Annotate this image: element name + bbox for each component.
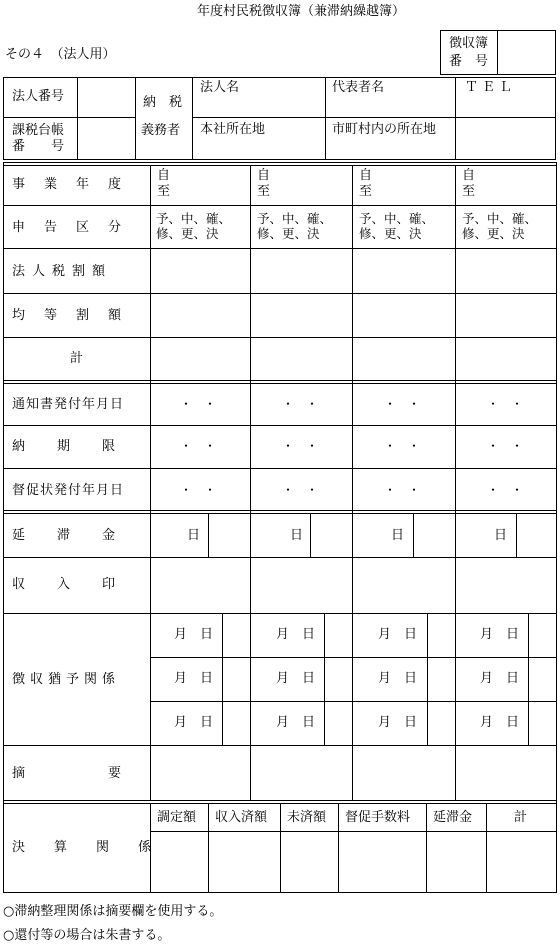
settlement-col-unpaid: 未済額 bbox=[287, 810, 327, 825]
settlement-col-received: 収入済額 bbox=[215, 810, 268, 825]
deadline-cell[interactable]: ・ ・ bbox=[384, 439, 421, 453]
fiscal-year-cell[interactable]: 自 至 bbox=[157, 168, 171, 199]
reminder-date-cell[interactable]: ・ ・ bbox=[384, 483, 421, 497]
receipt-stamp-label: 収 入 印 bbox=[12, 577, 118, 592]
settlement-label: 決 算 関 係 bbox=[12, 840, 160, 855]
form-title: 年度村民税徴収簿（兼滞納繰越簿） bbox=[197, 4, 406, 19]
notice-date-cell[interactable]: ・ ・ bbox=[180, 397, 217, 411]
ledger-number-field[interactable] bbox=[498, 31, 555, 74]
grace-date: 月 日 bbox=[378, 671, 418, 686]
deadline-label: 納 期 限 bbox=[12, 439, 118, 454]
corp-number-label: 法人番号 bbox=[12, 89, 65, 104]
corp-tax-levy-label: 法人税割額 bbox=[12, 264, 113, 279]
grace-date: 月 日 bbox=[174, 715, 214, 730]
grace-date: 月 日 bbox=[480, 715, 520, 730]
head-office-label: 本社所在地 bbox=[200, 122, 266, 137]
form-subtitle: その４ （法人用） bbox=[5, 47, 116, 62]
deadline-cell[interactable]: ・ ・ bbox=[180, 439, 217, 453]
ledger-id-label-1: 課税台帳 bbox=[12, 123, 65, 138]
late-fee-label: 延 滞 金 bbox=[12, 528, 118, 543]
deadline-cell[interactable]: ・ ・ bbox=[487, 439, 524, 453]
fiscal-year-label: 事 業 年 度 bbox=[12, 177, 125, 192]
fiscal-year-cell[interactable]: 自 至 bbox=[257, 168, 271, 199]
settlement-col-reminder-fee: 督促手数料 bbox=[345, 810, 411, 825]
ledger-number-label-1: 徴収簿 bbox=[449, 36, 489, 51]
equal-levy-label: 均 等 割 額 bbox=[12, 308, 125, 323]
footnote: ○滞納整理関係は摘要欄を使用する。 bbox=[3, 904, 223, 919]
local-office-label: 市町村内の所在地 bbox=[332, 122, 437, 137]
footnote: ○還付等の場合は朱書する。 bbox=[3, 928, 171, 943]
notice-date-cell[interactable]: ・ ・ bbox=[487, 397, 524, 411]
reminder-date-cell[interactable]: ・ ・ bbox=[180, 483, 217, 497]
grace-date: 月 日 bbox=[378, 627, 418, 642]
notice-date-label: 通知書発付年月日 bbox=[12, 397, 125, 412]
notice-date-cell[interactable]: ・ ・ bbox=[384, 397, 421, 411]
filing-type-label: 申 告 区 分 bbox=[12, 220, 125, 235]
grace-label: 徴収猶予関係 bbox=[12, 672, 121, 687]
grace-date: 月 日 bbox=[276, 627, 316, 642]
filing-type-cell[interactable]: 予、中、確、 修、更、決 bbox=[359, 211, 435, 241]
deadline-cell[interactable]: ・ ・ bbox=[282, 439, 319, 453]
grace-date: 月 日 bbox=[276, 671, 316, 686]
reminder-date-cell[interactable]: ・ ・ bbox=[487, 483, 524, 497]
fiscal-year-cell[interactable]: 自 至 bbox=[462, 168, 476, 199]
ledger-id-label-2: 番 号 bbox=[12, 139, 65, 154]
remarks-label: 摘 要 bbox=[12, 766, 125, 781]
notice-date-cell[interactable]: ・ ・ bbox=[282, 397, 319, 411]
filing-type-cell[interactable]: 予、中、確、 修、更、決 bbox=[257, 211, 333, 241]
ledger-id-field[interactable] bbox=[78, 118, 134, 159]
ledger-number-label-2: 番 号 bbox=[449, 54, 489, 69]
grace-date: 月 日 bbox=[480, 627, 520, 642]
corp-number-field[interactable] bbox=[78, 78, 134, 116]
settlement-col-assessed: 調定額 bbox=[157, 810, 197, 825]
late-fee-days: 日 bbox=[290, 528, 304, 543]
total-label: 計 bbox=[70, 351, 84, 366]
reminder-date-cell[interactable]: ・ ・ bbox=[282, 483, 319, 497]
taxpayer-label-2: 義務者 bbox=[141, 123, 181, 138]
corp-name-label: 法人名 bbox=[200, 80, 240, 95]
filing-type-cell[interactable]: 予、中、確、 修、更、決 bbox=[156, 211, 232, 241]
late-fee-days: 日 bbox=[187, 528, 201, 543]
grace-date: 月 日 bbox=[174, 671, 214, 686]
late-fee-days: 日 bbox=[391, 528, 405, 543]
reminder-date-label: 督促状発付年月日 bbox=[12, 483, 125, 498]
fiscal-year-cell[interactable]: 自 至 bbox=[359, 168, 373, 199]
grace-date: 月 日 bbox=[480, 671, 520, 686]
taxpayer-label-1: 納 税 bbox=[143, 95, 183, 110]
settlement-col-late-fee: 延滞金 bbox=[433, 810, 473, 825]
late-fee-days: 日 bbox=[494, 528, 508, 543]
tel-label: ＴＥＬ bbox=[465, 80, 517, 95]
filing-type-cell[interactable]: 予、中、確、 修、更、決 bbox=[462, 211, 538, 241]
grace-date: 月 日 bbox=[276, 715, 316, 730]
grace-date: 月 日 bbox=[378, 715, 418, 730]
grace-date: 月 日 bbox=[174, 627, 214, 642]
settlement-col-total: 計 bbox=[514, 810, 528, 825]
representative-label: 代表者名 bbox=[332, 80, 385, 95]
